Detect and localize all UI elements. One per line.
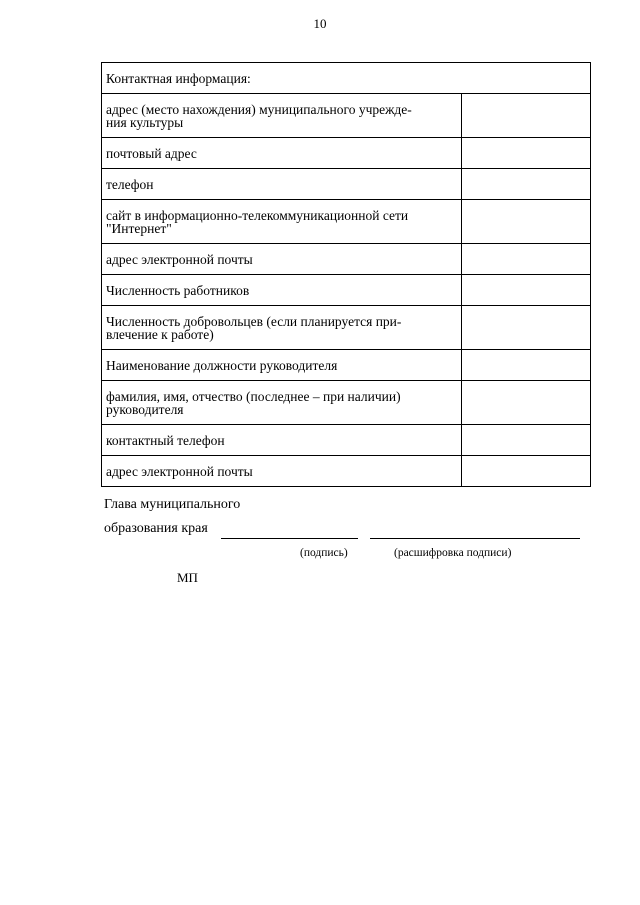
row-value-postal-address (462, 138, 591, 169)
row-value-volunteer-count (462, 306, 591, 350)
page-number: 10 (313, 16, 327, 31)
table-row (102, 306, 591, 350)
signature-decoding-line (370, 538, 580, 539)
row-label-volunteer-count: Численность добровольцев (если планируется при- влечение к работе) (102, 306, 462, 350)
stamp-mark: МП (177, 570, 198, 585)
row-label-staff-count: Численность работников (102, 275, 462, 306)
table-row (102, 138, 591, 169)
table-row (102, 350, 591, 381)
signature-line (221, 538, 358, 539)
signature-caption: (подпись) (300, 547, 348, 559)
row-value-email (462, 244, 591, 275)
table-header-row (102, 63, 591, 94)
row-label-postal-address: почтовый адрес (102, 138, 462, 169)
row-label-contact-phone: контактный телефон (102, 425, 462, 456)
table-row (102, 169, 591, 200)
row-value-staff-count (462, 275, 591, 306)
signatory-title-line1: Глава муниципального (104, 497, 241, 512)
row-value-head-email (462, 456, 591, 487)
row-label-phone: телефон (102, 169, 462, 200)
row-value-contact-phone (462, 425, 591, 456)
row-value-phone (462, 169, 591, 200)
row-value-head-name (462, 381, 591, 425)
table-row (102, 381, 591, 425)
table-row (102, 275, 591, 306)
row-label-address: адрес (место нахождения) муниципального учрежде- ния культуры (102, 94, 462, 138)
row-label-head-email: адрес электронной почты (102, 456, 462, 487)
row-value-address (462, 94, 591, 138)
row-label-head-position: Наименование должности руководителя (102, 350, 462, 381)
row-value-website (462, 200, 591, 244)
table-header-cell: Контактная информация: (102, 63, 591, 94)
signature-decoding-caption: (расшифровка подписи) (394, 547, 512, 559)
contact-info-table (101, 62, 591, 487)
table-row (102, 200, 591, 244)
table-row (102, 456, 591, 487)
row-label-website: сайт в информационно-телекоммуникационной сети "Интернет" (102, 200, 462, 244)
table-row (102, 244, 591, 275)
row-label-email: адрес электронной почты (102, 244, 462, 275)
table-row (102, 425, 591, 456)
row-label-head-name: фамилия, имя, отчество (последнее – при наличии) руководителя (102, 381, 462, 425)
signatory-title-line2: образования края (104, 521, 208, 536)
row-value-head-position (462, 350, 591, 381)
table-row (102, 94, 591, 138)
